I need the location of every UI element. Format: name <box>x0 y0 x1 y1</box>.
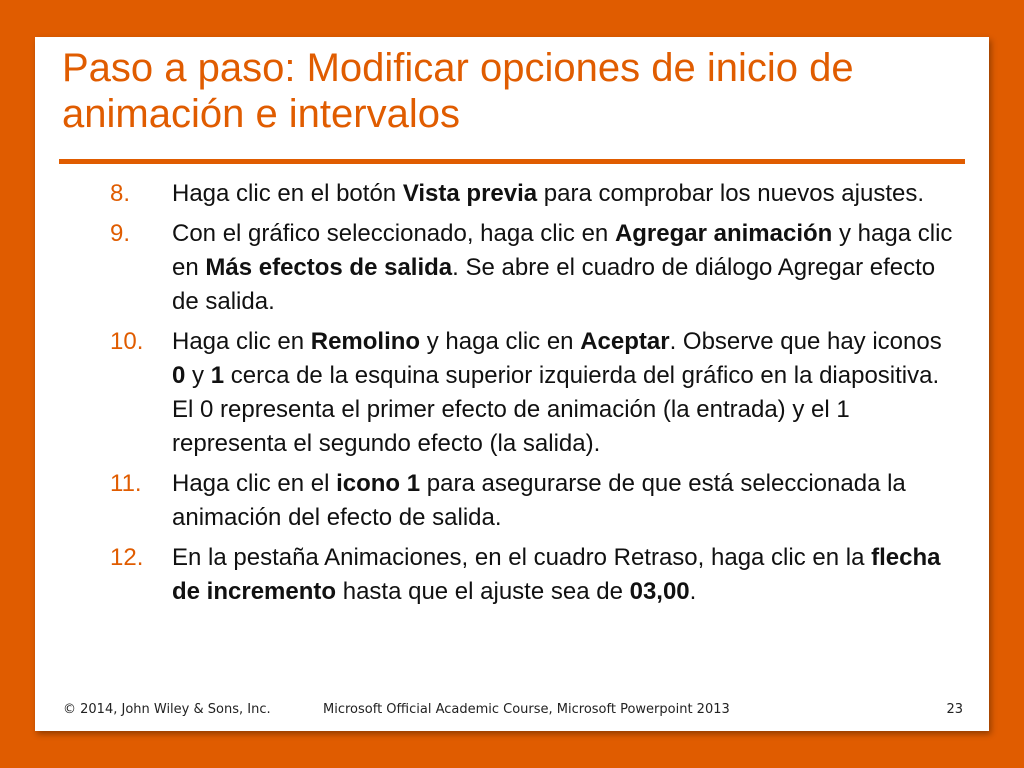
step-text <box>172 177 960 211</box>
step-text-run: Haga clic en el <box>172 470 337 497</box>
step-text-bold: Vista previa <box>402 180 538 207</box>
step-text-run: para asegurarse de que está seleccionada la animación del efecto de salida. <box>172 470 906 531</box>
step-text-bold: flecha de incremento <box>172 544 941 605</box>
step-text <box>172 217 960 319</box>
step-number: 9. <box>110 220 131 247</box>
step-text-bold: 0 <box>172 362 186 389</box>
step-text-run: y haga clic en <box>420 328 581 355</box>
step-text <box>172 541 960 609</box>
step-text-bold: icono 1 <box>336 470 421 497</box>
step-text-run: y haga clic en <box>172 220 953 281</box>
step-text <box>172 325 960 461</box>
slide-title: Paso a paso: Modificar opciones de inicio de animación e intervalos <box>62 46 854 136</box>
step-number: 12. <box>110 544 144 571</box>
step-text-run: En la pestaña Animaciones, en el cuadro Retraso, haga clic en la <box>172 544 872 571</box>
step-text <box>172 467 960 535</box>
step-text-run: . <box>689 578 697 605</box>
step-text-run: y <box>185 362 211 389</box>
slide <box>35 37 989 731</box>
step-number: 8. <box>110 180 131 207</box>
step-item <box>110 467 960 535</box>
step-text-bold: Remolino <box>310 328 421 355</box>
step-text-run: . Se abre el cuadro de diálogo Agregar efecto de salida. <box>172 254 936 315</box>
step-text-run: Haga clic en el botón <box>172 180 403 207</box>
step-text-run: . Observe que hay iconos <box>669 328 942 355</box>
step-text-bold: Más efectos de salida <box>205 254 453 281</box>
footer-page-number: 23 <box>946 702 963 717</box>
step-text-bold: Aceptar <box>580 328 670 355</box>
step-item <box>110 325 960 461</box>
step-text-run: cerca de la esquina superior izquierda del gráfico en la diapositiva. El 0 representa el primer efecto de animación (la entrada) y el 1 representa el segundo efecto (la salida). <box>172 362 940 457</box>
step-text-bold: 1 <box>210 362 225 389</box>
footer-copyright: © 2014, John Wiley & Sons, Inc. <box>63 702 271 717</box>
step-text-bold: Agregar animación <box>614 220 833 247</box>
step-list <box>110 177 960 615</box>
step-text-run: Con el gráfico seleccionado, haga clic en <box>172 220 615 247</box>
step-text-bold: 03,00 <box>629 578 690 605</box>
step-item <box>110 177 960 211</box>
slide-footer <box>35 702 989 724</box>
title-divider <box>59 159 965 164</box>
footer-course-title: Microsoft Official Academic Course, Microsoft Powerpoint 2013 <box>323 702 730 717</box>
step-item <box>110 217 960 319</box>
step-item <box>110 541 960 609</box>
step-text-run: hasta que el ajuste sea de <box>336 578 630 605</box>
step-number: 10. <box>110 328 144 355</box>
step-text-run: Haga clic en <box>172 328 311 355</box>
step-number: 11. <box>110 470 142 497</box>
step-text-run: para comprobar los nuevos ajustes. <box>537 180 924 207</box>
